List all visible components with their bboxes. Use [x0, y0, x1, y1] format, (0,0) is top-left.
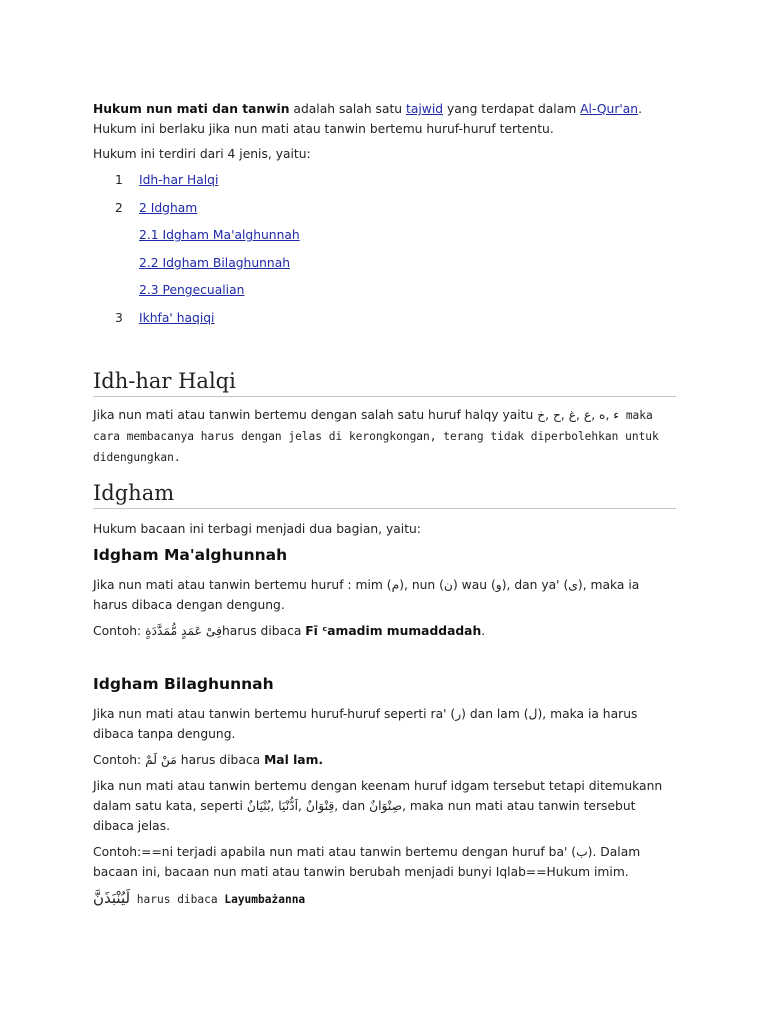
- exception-text: , maka nun mati atau tanwin tersebut dibaca jelas.: [93, 799, 636, 833]
- maalghunnah-text: ), nun (: [399, 578, 444, 592]
- arabic-letter: ر: [455, 707, 462, 721]
- example-text: harus dibaca: [176, 753, 265, 767]
- arabic-letter: ن: [443, 578, 453, 592]
- exception-paragraph: [93, 776, 676, 836]
- maalghunnah-text: Jika nun mati atau tanwin bertemu huruf : mim (: [93, 578, 392, 592]
- intro-text: . Hukum ini berlaku jika nun mati atau tanwin bertemu huruf-huruf tertentu.: [93, 102, 643, 136]
- toc-item: [93, 253, 676, 281]
- toc-link-idgham-bilaghunnah[interactable]: 2.2 Idgham Bilaghunnah: [139, 255, 291, 270]
- al-quran-link[interactable]: Al-Qur'an: [580, 102, 639, 116]
- exception-arabic: قِنْوَانٌ ,اَدُّنْيَا ,بُنْيَانٌ: [246, 799, 335, 813]
- iqlab-text: Contoh:==ni terjadi apabila nun mati atau tanwin bertemu dengan huruf ba' (: [93, 845, 577, 859]
- toc-link-idgham-maalghunnah[interactable]: 2.1 Idgham Ma'alghunnah: [139, 228, 300, 242]
- idhhar-arabic: ء ,ه ,ع ,غ ,ح ,خ: [537, 408, 620, 422]
- toc-number: 1: [115, 173, 123, 187]
- subheading-maalghunnah: Idgham Ma'alghunnah: [93, 546, 288, 564]
- bilaghunnah-example: [93, 750, 676, 770]
- idhhar-paragraph: [93, 405, 676, 468]
- exception-text: , dan: [334, 799, 370, 813]
- example-transliteration: Mal lam.: [264, 753, 324, 767]
- bilaghunnah-text: ) dan lam (: [461, 707, 529, 721]
- example-arabic: مَنْ لَمْ: [145, 753, 177, 767]
- toc-number: 3: [115, 310, 123, 325]
- example-transliteration: Fī ᶜamadim mumaddadah: [305, 624, 482, 638]
- example-text: harus dibaca: [222, 624, 306, 638]
- toc-item: [93, 170, 676, 198]
- maalghunnah-text: ), dan ya' (: [501, 578, 569, 592]
- exception-arabic: صِنْوَانٌ: [369, 799, 403, 813]
- example-label: Contoh:: [93, 624, 146, 638]
- idgham-intro-paragraph: Hukum bacaan ini terbagi menjadi dua bagian, yaitu:: [93, 522, 421, 536]
- bilaghunnah-text: Jika nun mati atau tanwin bertemu huruf-huruf seperti ra' (: [93, 707, 456, 721]
- article-content: [93, 99, 676, 910]
- maalghunnah-text: ), maka ia harus dibaca dengan dengung.: [93, 578, 640, 612]
- example-arabic: لَيُنْبَذَنَّ: [93, 889, 131, 907]
- iqlab-paragraph: [93, 842, 676, 882]
- idhhar-text: Jika nun mati atau tanwin bertemu dengan salah satu huruf halqy yaitu: [93, 408, 538, 422]
- toc-item: [93, 308, 676, 336]
- intro-bold-term: Hukum nun mati dan tanwin: [93, 102, 290, 116]
- maalghunnah-paragraph: [93, 575, 676, 615]
- example-text: .: [481, 624, 486, 638]
- toc-item: [93, 225, 676, 253]
- arabic-letter: و: [495, 578, 502, 592]
- example-transliteration: Layumbażanna: [224, 893, 306, 906]
- intro-paragraph: [93, 99, 676, 144]
- section-heading-idhhar: Idh-har Halqi: [93, 367, 676, 397]
- example-mono-text: harus dibaca: [130, 893, 225, 906]
- subheading-bilaghunnah: Idgham Bilaghunnah: [93, 675, 274, 693]
- tajwid-link[interactable]: tajwid: [406, 102, 444, 116]
- toc-link-ikhfa[interactable]: Ikhfa' haqiqi: [139, 310, 215, 325]
- toc-item: [93, 198, 676, 226]
- example-arabic: فِىْ عَمَدٍ مُّمَدَّدَةٍ: [145, 624, 223, 638]
- intro-text: adalah salah satu: [289, 102, 407, 116]
- example-label: Contoh:: [93, 753, 146, 767]
- toc-link-idgham[interactable]: 2 Idgham: [139, 200, 198, 215]
- jenis-paragraph: Hukum ini terdiri dari 4 jenis, yaitu:: [93, 147, 311, 161]
- table-of-contents: [93, 170, 676, 335]
- maalghunnah-text: ) wau (: [452, 578, 496, 592]
- toc-link-pengecualian[interactable]: 2.3 Pengecualian: [139, 283, 245, 297]
- intro-text: yang terdapat dalam: [443, 102, 581, 116]
- toc-item: [93, 280, 676, 308]
- bilaghunnah-text: ), maka ia harus dibaca tanpa dengung.: [93, 707, 638, 741]
- idhhar-mono-text: maka cara membacanya harus dengan jelas di kerongkongan, terang tidak diperbolehkan untuk didengungkan.: [93, 409, 659, 464]
- arabic-letter: م: [391, 578, 400, 592]
- exception-text: Jika nun mati atau tanwin bertemu dengan keenam huruf idgam tersebut tetapi ditemukann dalam satu kata, seperti: [93, 779, 663, 813]
- bilaghunnah-paragraph: [93, 704, 676, 744]
- iqlab-example: [93, 888, 676, 910]
- arabic-letter: ى: [568, 578, 578, 592]
- maalghunnah-example: [93, 621, 676, 641]
- toc-number: 2: [115, 200, 123, 215]
- arabic-letter: ب: [576, 845, 588, 859]
- iqlab-text: ). Dalam bacaan ini, bacaan nun mati atau tanwin berubah menjadi bunyi Iqlab==Hukum imim.: [93, 845, 641, 879]
- arabic-letter: ل: [528, 707, 538, 721]
- toc-link-idhhar[interactable]: Idh-har Halqi: [139, 173, 219, 187]
- section-heading-idgham: Idgham: [93, 479, 676, 509]
